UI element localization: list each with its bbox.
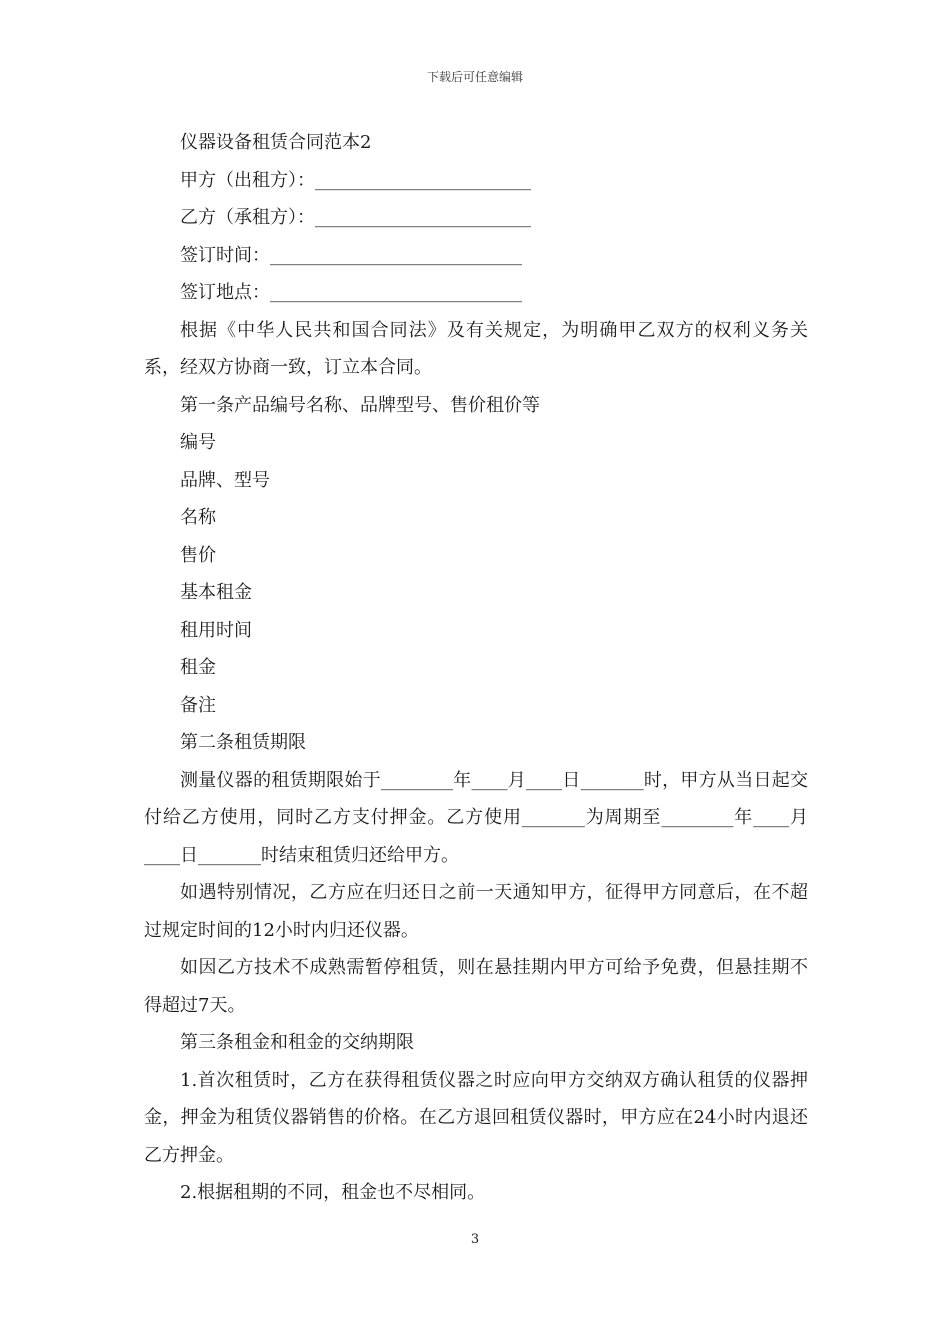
document-title: 仪器设备租赁合同范本2 <box>180 132 372 153</box>
item-price-label: 售价 <box>180 544 216 566</box>
item-base-rent-label: 基本租金 <box>180 582 252 603</box>
preamble-paragraph: 根据《中华人民共和国合同法》及有关规定，为明确甲乙双方的权利义务关系，经双方协商一致，订立本合同。 <box>144 319 808 378</box>
page-number: 3 <box>470 1232 480 1247</box>
article-2-heading: 第二条租赁期限 <box>180 732 306 753</box>
special-case-paragraph: 如遇特别情况，乙方应在归还日之前一天通知甲方，征得甲方同意后，在不超过规定时间的12小时内归还仪器。 <box>144 882 808 941</box>
party-b-field: 乙方（承租方）：________________________ <box>180 207 531 228</box>
deposit-paragraph: 1.首次租赁时，乙方在获得租赁仪器之时应向甲方交纳双方确认租赁的仪器押金，押金为租赁仪器销售的价格。在乙方退回租赁仪器时，甲方应在24小时内退还乙方押金。 <box>144 1069 808 1166</box>
suspension-paragraph: 如因乙方技术不成熟需暂停租赁，则在悬挂期内甲方可给予免费，但悬挂期不得超过7天。 <box>144 957 808 1016</box>
lease-term-paragraph: 测量仪器的租赁期限始于________年____月____日_______时，甲方从当日起交付给乙方使用，同时乙方支付押金。乙方使用_______为周期至________年____月____日_______时结束租赁归还给甲方。 <box>144 769 808 866</box>
item-number-label: 编号 <box>180 432 216 453</box>
signing-place-field: 签订地点：____________________________ <box>180 282 522 303</box>
signing-time-field: 签订时间：____________________________ <box>180 244 522 266</box>
party-a-field: 甲方（出租方）：________________________ <box>180 169 531 191</box>
item-remarks-label: 备注 <box>180 694 216 716</box>
rent-varies-paragraph: 2.根据租期的不同，租金也不尽相同。 <box>180 1182 486 1203</box>
item-brand-label: 品牌、型号 <box>180 469 270 491</box>
item-name-label: 名称 <box>180 507 216 528</box>
article-1-heading: 第一条产品编号名称、品牌型号、售价租价等 <box>180 394 540 416</box>
contract-body <box>144 124 808 1212</box>
item-rental-time-label: 租用时间 <box>180 619 252 641</box>
item-rent-label: 租金 <box>180 657 216 678</box>
page-header: 下载后可任意编辑 <box>426 70 523 84</box>
article-3-heading: 第三条租金和租金的交纳期限 <box>180 1032 414 1053</box>
